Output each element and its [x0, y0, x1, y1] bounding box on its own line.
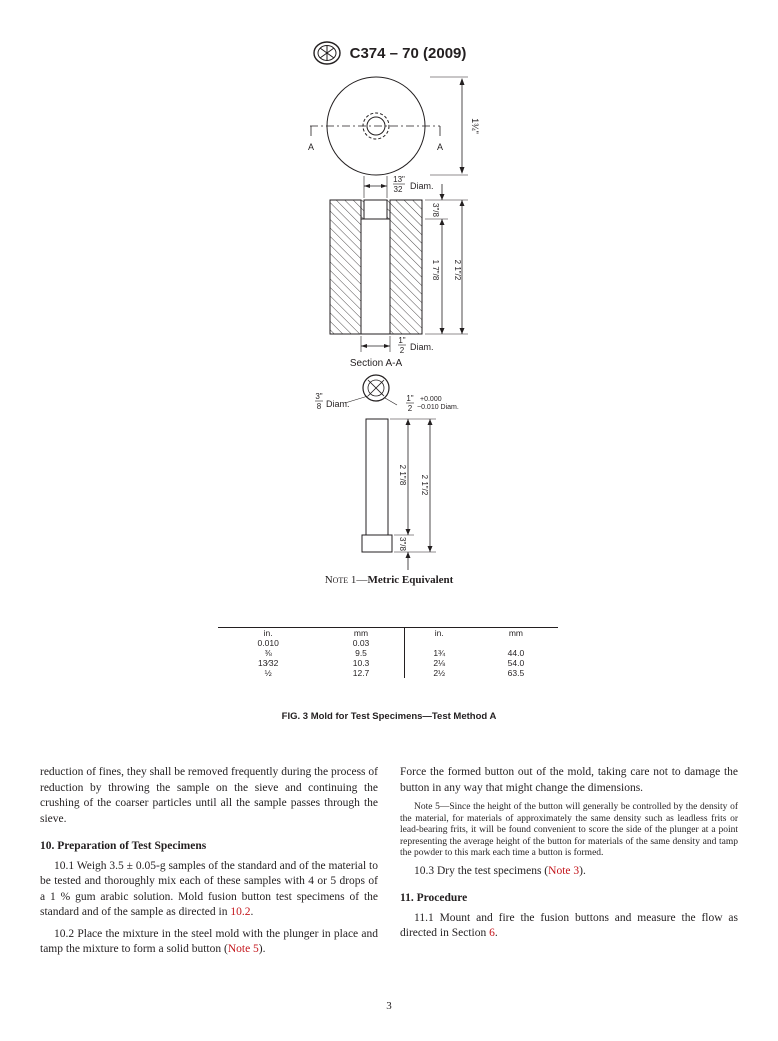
section-heading-11: 11. Procedure: [400, 892, 468, 904]
cross-reference-link[interactable]: Note 3: [548, 864, 580, 877]
note-1: [0, 574, 778, 586]
plunger-tol-top: +0.000: [420, 396, 442, 403]
table-cell: 10.3: [318, 658, 404, 668]
table-row: [218, 648, 558, 658]
table-cell: 0.010: [257, 638, 279, 648]
plunger-tol-bottom: −0.010 Diam.: [417, 404, 459, 411]
metric-equivalent-table: [218, 627, 558, 678]
table-cell: 0.03: [318, 638, 404, 648]
table-row: [218, 668, 558, 678]
bore-bottom-num: 1": [398, 336, 406, 345]
paragraph: Force the formed button out of the mold, taking care not to damage the button in any way that might change the dimensions.: [400, 766, 738, 794]
paragraph-text: 10.1 Weigh 3.5 ± 0.05-g samples of the standard and of the material to be tested and thoroughly mix each of these samples with 4 or 5 drops of a 1 % gum arabic solution. Mold fusion button test specimens of the standard and of the sample as directed in: [40, 859, 378, 918]
note-5: Note 5—Since the height of the button will generally be controlled by the density of the material, for materials of approximately the same density such as leadless frits or lead-bearing frits, it will be found convenient to score the side of the plunger at a point representing the average height of the button for materials of the same density and tamp the powder to this mark each time a button is formed.: [400, 802, 738, 858]
plunger-dim-2-1-8: 2 1"/8: [398, 464, 407, 486]
table-header-row: [218, 628, 558, 639]
paragraph: reduction of fines, they shall be removed frequently during the process of reduction by throwing the sample on the sieve and continuing the crushing of the coarser particles until all the sample passes through the sieve.: [40, 766, 378, 825]
dim-2-1-2-mold: 2 1"/2: [453, 259, 462, 281]
table-cell: 44.0: [507, 648, 525, 658]
section-a-right-label: A: [436, 142, 444, 152]
section-label: Section A-A: [349, 358, 403, 369]
table-header: mm: [474, 628, 558, 639]
cross-reference-link[interactable]: Note 5: [227, 943, 259, 955]
mold-section-view: [330, 176, 468, 352]
left-column: [40, 765, 378, 958]
note-1-prefix: Note 1—: [324, 574, 368, 586]
table-cell: 2½: [433, 668, 446, 678]
paragraph-text: 10.3 Dry the test specimens (: [414, 864, 549, 877]
paragraph-10-3: [400, 864, 738, 880]
paragraph-text: .: [494, 927, 498, 939]
paragraph-text: .: [250, 906, 254, 918]
bore-bottom-den: 2: [399, 346, 405, 355]
bore-top-frac-num: 13": [393, 175, 405, 184]
bore-top-frac-den: 32: [393, 185, 403, 194]
bore-bottom-unit: Diam.: [410, 342, 434, 352]
section-a-left-label: A: [307, 142, 315, 152]
plunger-dim-3-8: 3"/8: [398, 537, 407, 551]
table-cell: 12.7: [318, 668, 404, 678]
table-cell: 2⅛: [433, 658, 446, 668]
paragraph-text: ).: [579, 864, 586, 877]
table-header: in.: [404, 628, 474, 639]
table-cell: [404, 638, 474, 648]
dim-1-3-4: 1¾": [470, 118, 480, 134]
plunger-right-den: 2: [407, 404, 413, 413]
right-column: [400, 765, 738, 942]
figure-caption: FIG. 3 Mold for Test Specimens—Test Method A: [281, 711, 497, 722]
mold-top-view: [307, 77, 468, 175]
dim-1-7-8: 1 7"/8: [431, 259, 440, 281]
table-cell: ½: [264, 668, 272, 678]
cross-reference-link[interactable]: 10.2: [230, 906, 251, 918]
document-designation: C374 – 70 (2009): [349, 44, 467, 62]
plunger-right-num: 1": [406, 394, 414, 403]
table-header: mm: [318, 628, 404, 639]
table-header: in.: [218, 628, 318, 639]
table-cell: 1¾: [433, 648, 446, 658]
table-cell: [474, 638, 558, 648]
plunger-left-num: 3": [315, 392, 323, 401]
note-1-title: Metric Equivalent: [367, 574, 454, 586]
plunger-left-den: 8: [316, 402, 322, 411]
table-row: [218, 638, 558, 648]
paragraph-11-1: [400, 911, 738, 942]
dim-3-8-mold: 3"/8: [431, 203, 440, 217]
paragraph-10-1: [40, 859, 378, 921]
table-cell: 13⁄32: [258, 658, 279, 668]
cross-reference-link[interactable]: 6: [489, 927, 495, 939]
table-row: [218, 658, 558, 668]
paragraph-text: ).: [258, 943, 266, 955]
paragraph-text: 10.2 Place the mixture in the steel mold with the plunger in place and tamp the mixture to form a solid button (: [40, 927, 378, 955]
paragraph-10-2: [40, 927, 378, 958]
plunger-top-view: [345, 375, 397, 405]
plunger-left-unit: Diam.: [326, 399, 350, 409]
table-cell: 54.0: [507, 658, 525, 668]
plunger-dim-2-1-2: 2 1"/2: [420, 474, 429, 496]
section-heading-10: 10. Preparation of Test Specimens: [40, 840, 207, 852]
table-cell: 63.5: [507, 668, 525, 678]
bore-top-unit: Diam.: [410, 181, 434, 191]
page-number: 3: [386, 1000, 392, 1012]
table-cell: 9.5: [318, 648, 404, 658]
table-cell: ⅜: [264, 648, 272, 658]
paragraph-text: 11.1 Mount and fire the fusion buttons and measure the flow as directed in Section: [400, 911, 738, 939]
